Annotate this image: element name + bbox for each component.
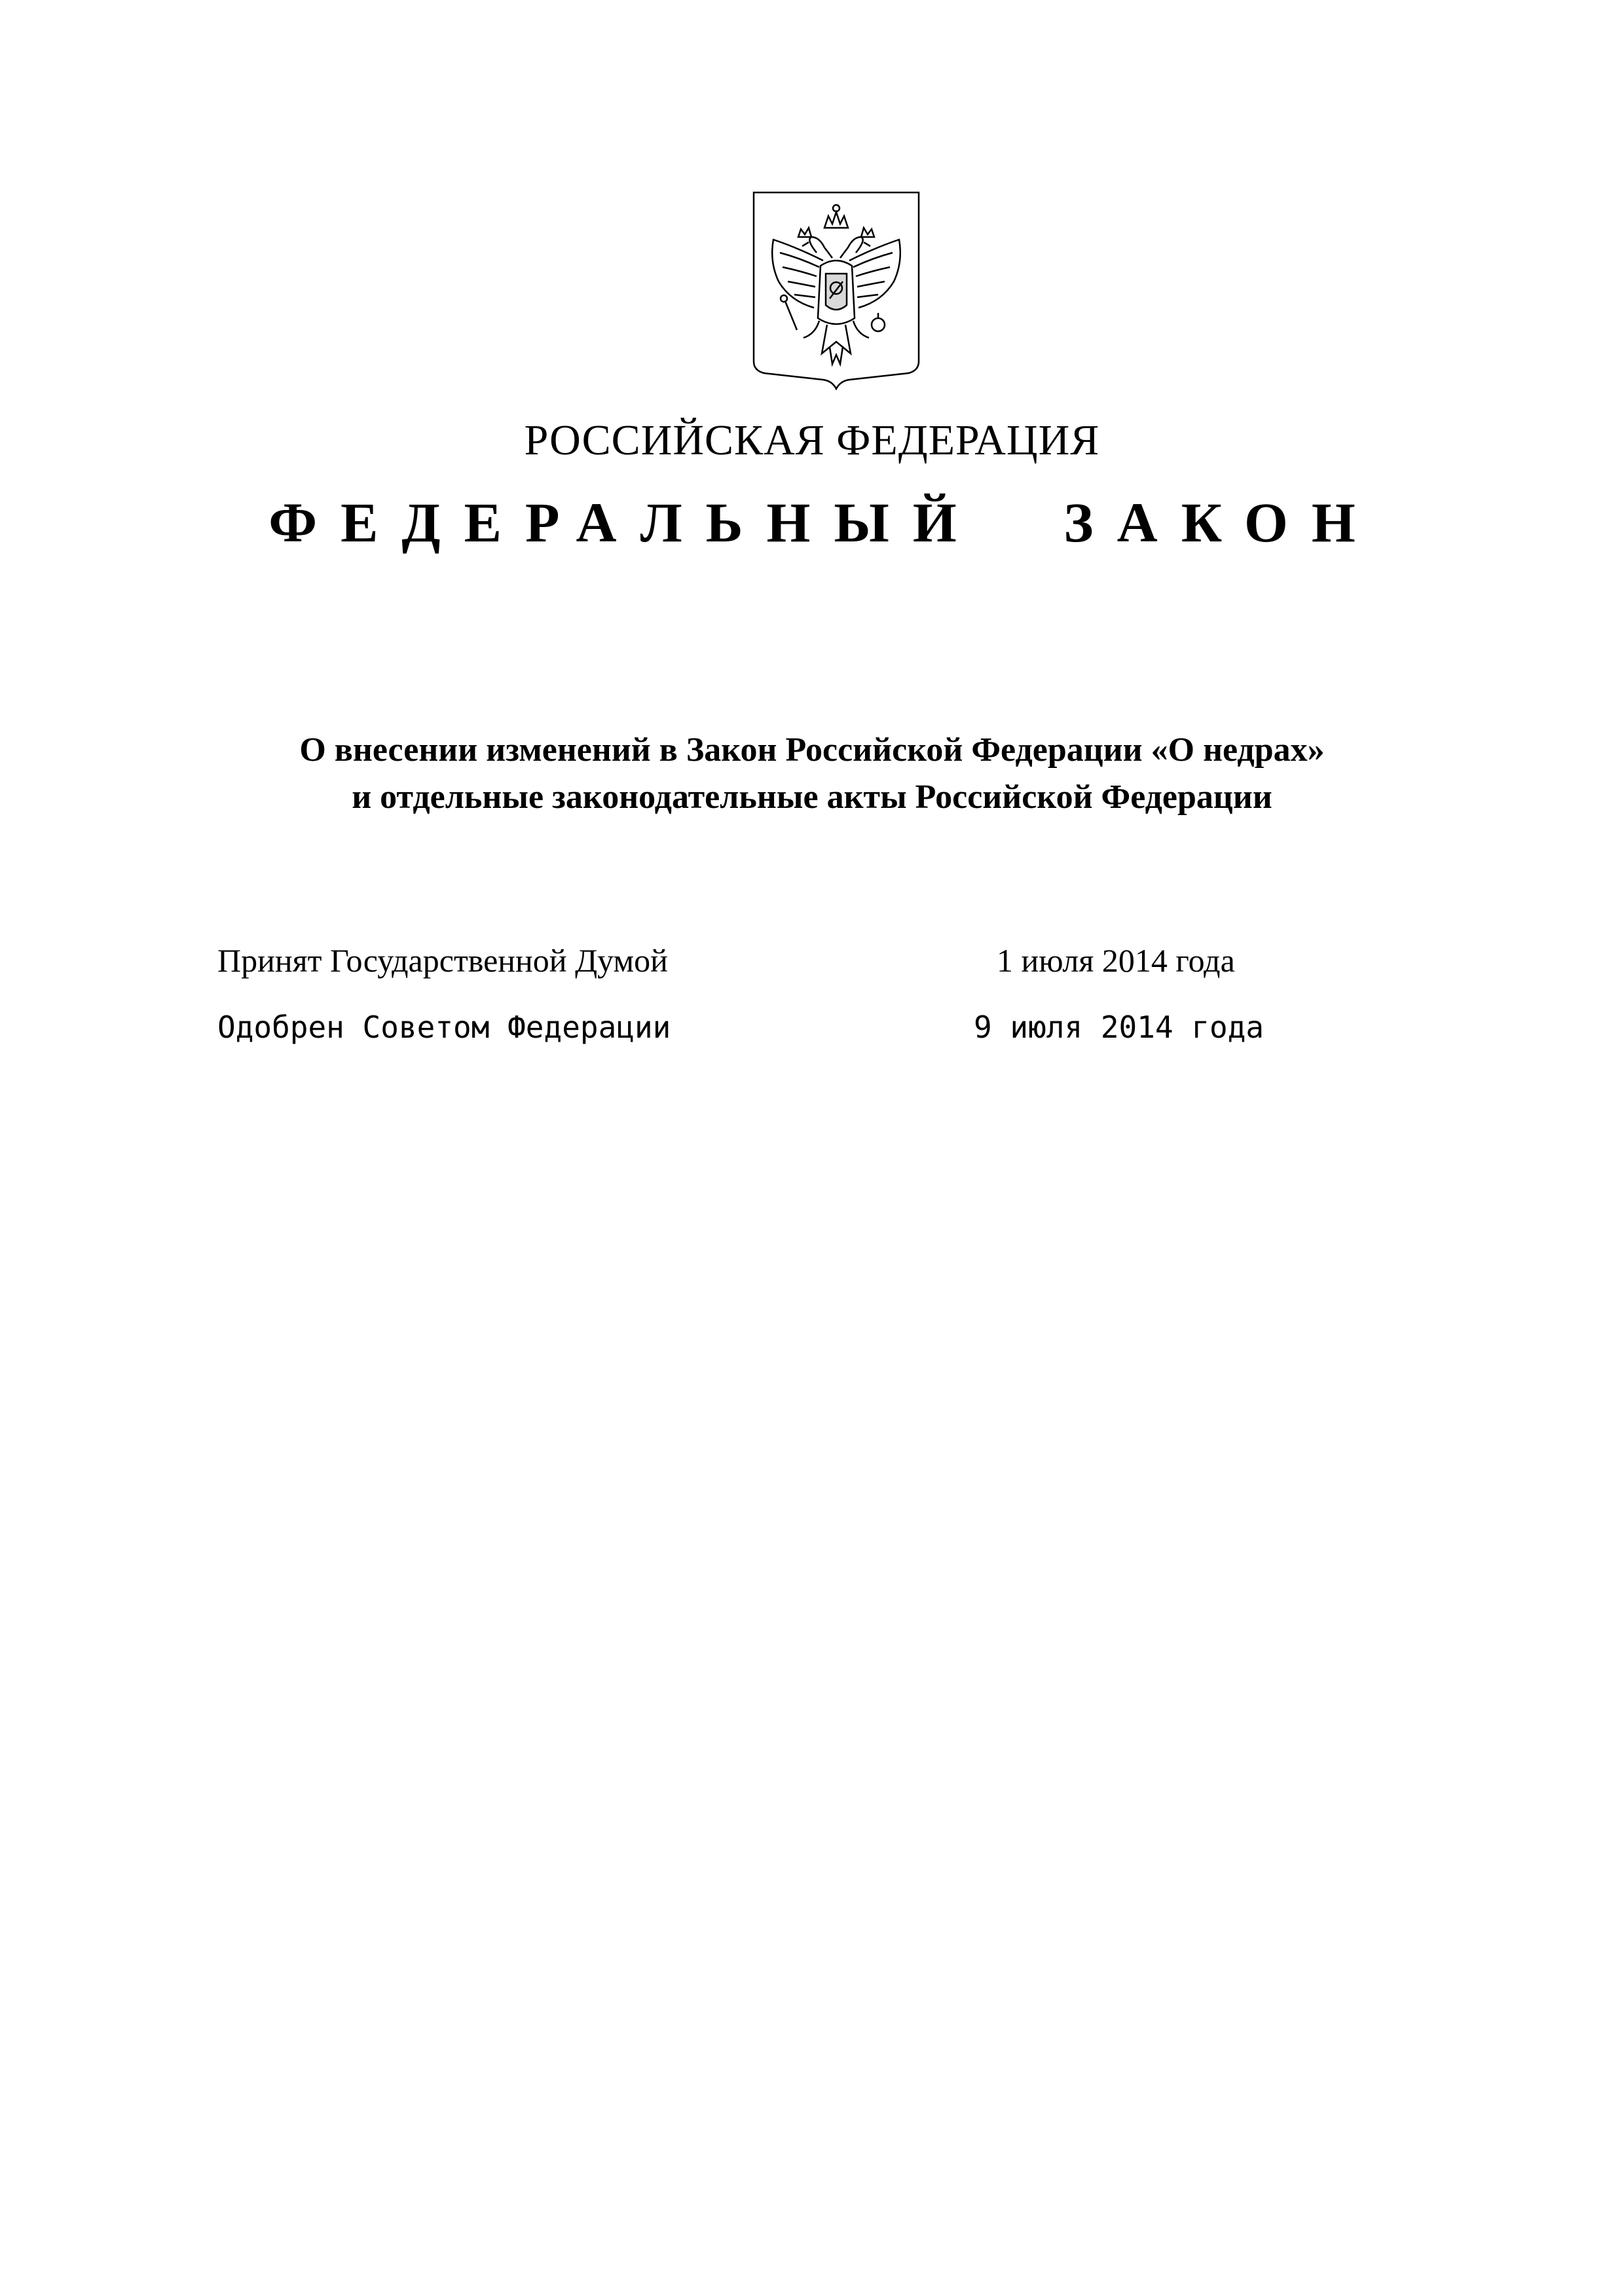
law-title xyxy=(0,727,1624,821)
adoption-label: Принят Государственной Думой xyxy=(217,942,668,979)
approval-label: Одобрен Советом Федерации xyxy=(217,1010,671,1045)
adoption-row-duma xyxy=(217,941,1331,983)
country-name: РОССИЙСКАЯ ФЕДЕРАЦИЯ xyxy=(524,416,1100,464)
adoption-row-federation-council xyxy=(217,1010,1331,1051)
russian-coat-of-arms-icon xyxy=(751,190,921,390)
adoption-date: 1 июля 2014 года xyxy=(997,942,1235,979)
law-title-line-2: и отдельные законодательные акты Российской Федерации xyxy=(352,778,1272,816)
document-type: ФЕДЕРАЛЬНЫЙ ЗАКОН xyxy=(268,491,1379,554)
law-title-line-1: О внесении изменений в Закон Российской Федерации «О недрах» xyxy=(299,731,1325,769)
approval-date: 9 июля 2014 года xyxy=(974,1010,1264,1045)
